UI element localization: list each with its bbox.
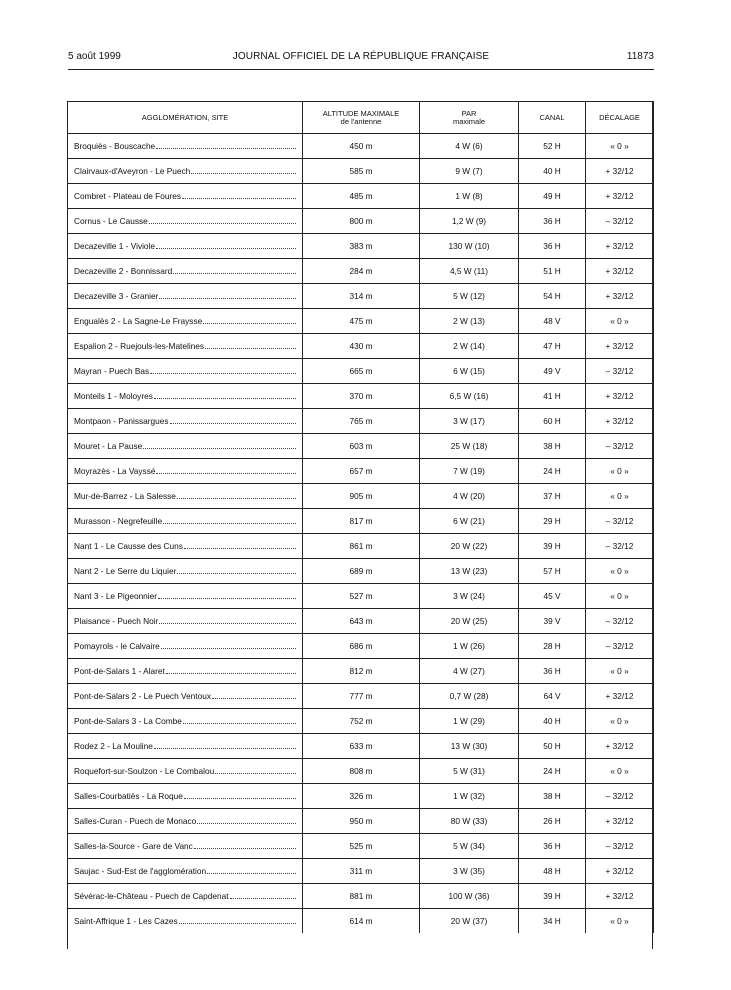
site-name: Nant 3 - Le Pigeonnier <box>74 591 158 601</box>
leader-dots <box>149 217 296 224</box>
altitude-cell: 430 m <box>303 334 420 359</box>
decalage-cell: + 32/12 <box>586 734 654 759</box>
table-row <box>68 284 654 309</box>
table-row <box>68 434 654 459</box>
site-cell <box>68 909 303 934</box>
site-name: Engualès 2 - La Sagne-Le Fraysse <box>74 316 203 326</box>
site-cell <box>68 659 303 684</box>
site-cell <box>68 134 303 159</box>
table-row <box>68 534 654 559</box>
leader-dots <box>179 917 296 924</box>
altitude-cell: 861 m <box>303 534 420 559</box>
site-cell <box>68 509 303 534</box>
site-name: Decazeville 2 - Bonnissard <box>74 266 173 276</box>
altitude-cell: 817 m <box>303 509 420 534</box>
altitude-cell: 370 m <box>303 384 420 409</box>
par-cell: 13 W (30) <box>420 734 519 759</box>
site-name: Decazeville 3 - Granier <box>74 291 159 301</box>
canal-cell: 41 H <box>519 384 586 409</box>
canal-cell: 39 H <box>519 534 586 559</box>
altitude-cell: 525 m <box>303 834 420 859</box>
site-cell <box>68 359 303 384</box>
site-cell <box>68 884 303 909</box>
table-row <box>68 509 654 534</box>
site-cell <box>68 684 303 709</box>
leader-dots <box>183 717 296 724</box>
table-row <box>68 309 654 334</box>
column-header-altitude: ALTITUDE MAXIMALE de l'antenne <box>303 102 420 134</box>
leader-dots <box>230 892 296 899</box>
table-row <box>68 584 654 609</box>
site-cell <box>68 559 303 584</box>
leader-dots <box>150 367 296 374</box>
decalage-cell: « 0 » <box>586 484 654 509</box>
altitude-cell: 633 m <box>303 734 420 759</box>
site-cell <box>68 409 303 434</box>
canal-cell: 39 V <box>519 609 586 634</box>
canal-cell: 47 H <box>519 334 586 359</box>
table-row <box>68 884 654 909</box>
canal-cell: 49 H <box>519 184 586 209</box>
altitude-cell: 383 m <box>303 234 420 259</box>
site-cell <box>68 609 303 634</box>
par-cell: 20 W (25) <box>420 609 519 634</box>
par-cell: 130 W (10) <box>420 234 519 259</box>
table-body <box>68 134 654 934</box>
site-name: Plaisance - Puech Noir <box>74 616 159 626</box>
altitude-cell: 881 m <box>303 884 420 909</box>
site-name: Nant 2 - Le Serre du Liquier <box>74 566 177 576</box>
leader-dots <box>194 842 296 849</box>
site-name: Monteils 1 - Moloyres <box>74 391 153 401</box>
canal-cell: 50 H <box>519 734 586 759</box>
sites-table <box>67 101 654 933</box>
leader-dots <box>215 767 296 774</box>
decalage-cell: « 0 » <box>586 584 654 609</box>
leader-dots <box>182 192 296 199</box>
altitude-cell: 800 m <box>303 209 420 234</box>
canal-cell: 45 V <box>519 584 586 609</box>
column-header-canal: CANAL <box>519 102 586 134</box>
table-row <box>68 159 654 184</box>
decalage-cell: + 32/12 <box>586 409 654 434</box>
altitude-cell: 808 m <box>303 759 420 784</box>
table-row <box>68 834 654 859</box>
site-cell <box>68 709 303 734</box>
decalage-cell: « 0 » <box>586 134 654 159</box>
par-cell: 4 W (27) <box>420 659 519 684</box>
leader-dots <box>156 242 296 249</box>
decalage-cell: + 32/12 <box>586 184 654 209</box>
par-cell: 6,5 W (16) <box>420 384 519 409</box>
decalage-cell: « 0 » <box>586 459 654 484</box>
altitude-cell: 752 m <box>303 709 420 734</box>
leader-dots <box>143 442 296 449</box>
site-name: Combret - Plateau de Foures <box>74 191 181 201</box>
leader-dots <box>184 792 296 799</box>
altitude-cell: 311 m <box>303 859 420 884</box>
par-cell: 4,5 W (11) <box>420 259 519 284</box>
table-row <box>68 334 654 359</box>
table-header-row <box>68 102 654 134</box>
canal-cell: 51 H <box>519 259 586 284</box>
par-cell: 2 W (14) <box>420 334 519 359</box>
canal-cell: 38 H <box>519 434 586 459</box>
par-cell: 25 W (18) <box>420 434 519 459</box>
site-name: Pont-de-Salars 3 - La Combe <box>74 716 182 726</box>
decalage-cell: – 32/12 <box>586 634 654 659</box>
par-cell: 3 W (35) <box>420 859 519 884</box>
decalage-cell: + 32/12 <box>586 884 654 909</box>
canal-cell: 34 H <box>519 909 586 934</box>
leader-dots <box>207 867 296 874</box>
par-cell: 4 W (6) <box>420 134 519 159</box>
leader-dots <box>156 467 296 474</box>
site-cell <box>68 434 303 459</box>
altitude-cell: 689 m <box>303 559 420 584</box>
site-name: Sévérac-le-Château - Puech de Capdenat <box>74 891 229 901</box>
altitude-cell: 812 m <box>303 659 420 684</box>
par-cell: 2 W (13) <box>420 309 519 334</box>
par-cell: 4 W (20) <box>420 484 519 509</box>
site-cell <box>68 284 303 309</box>
site-name: Murasson - Negrefeuille <box>74 516 163 526</box>
par-cell: 1 W (29) <box>420 709 519 734</box>
decalage-cell: + 32/12 <box>586 334 654 359</box>
altitude-cell: 475 m <box>303 309 420 334</box>
site-cell <box>68 259 303 284</box>
decalage-cell: « 0 » <box>586 909 654 934</box>
site-cell <box>68 334 303 359</box>
leader-dots <box>173 267 296 274</box>
table-row <box>68 709 654 734</box>
table-row <box>68 184 654 209</box>
altitude-cell: 585 m <box>303 159 420 184</box>
canal-cell: 48 V <box>519 309 586 334</box>
site-name: Espalion 2 - Ruejouls-les-Matelines <box>74 341 205 351</box>
altitude-cell: 765 m <box>303 409 420 434</box>
site-name: Clairvaux-d'Aveyron - Le Puech <box>74 166 191 176</box>
leader-dots <box>184 542 296 549</box>
altitude-cell: 686 m <box>303 634 420 659</box>
canal-cell: 24 H <box>519 759 586 784</box>
decalage-cell: + 32/12 <box>586 234 654 259</box>
par-cell: 1,2 W (9) <box>420 209 519 234</box>
column-header-par: PAR maximale <box>420 102 519 134</box>
table-row <box>68 234 654 259</box>
site-cell <box>68 534 303 559</box>
altitude-cell: 314 m <box>303 284 420 309</box>
par-cell: 3 W (24) <box>420 584 519 609</box>
altitude-cell: 527 m <box>303 584 420 609</box>
table-row <box>68 909 654 934</box>
canal-cell: 24 H <box>519 459 586 484</box>
par-cell: 1 W (32) <box>420 784 519 809</box>
canal-cell: 40 H <box>519 709 586 734</box>
site-name: Pont-de-Salars 1 - Alaret <box>74 666 165 676</box>
decalage-cell: + 32/12 <box>586 809 654 834</box>
decalage-cell: – 32/12 <box>586 209 654 234</box>
altitude-cell: 777 m <box>303 684 420 709</box>
leader-dots <box>205 342 296 349</box>
par-cell: 5 W (34) <box>420 834 519 859</box>
par-cell: 3 W (17) <box>420 409 519 434</box>
decalage-cell: – 32/12 <box>586 534 654 559</box>
decalage-cell: – 32/12 <box>586 359 654 384</box>
leader-dots <box>159 617 296 624</box>
site-cell <box>68 184 303 209</box>
header-rule <box>68 69 654 70</box>
decalage-cell: « 0 » <box>586 759 654 784</box>
table-row <box>68 559 654 584</box>
site-cell <box>68 159 303 184</box>
column-header-site: AGGLOMÉRATION, SITE <box>68 102 303 134</box>
canal-cell: 64 V <box>519 684 586 709</box>
leader-dots <box>161 642 296 649</box>
table-row <box>68 384 654 409</box>
site-cell <box>68 384 303 409</box>
leader-dots <box>191 167 296 174</box>
canal-cell: 60 H <box>519 409 586 434</box>
site-cell <box>68 734 303 759</box>
par-cell: 20 W (22) <box>420 534 519 559</box>
altitude-cell: 284 m <box>303 259 420 284</box>
canal-cell: 36 H <box>519 834 586 859</box>
site-cell <box>68 634 303 659</box>
site-cell <box>68 759 303 784</box>
par-cell: 0,7 W (28) <box>420 684 519 709</box>
par-cell: 80 W (33) <box>420 809 519 834</box>
table-row <box>68 784 654 809</box>
par-cell: 100 W (36) <box>420 884 519 909</box>
canal-cell: 37 H <box>519 484 586 509</box>
site-name: Mur-de-Barrez - La Salesse <box>74 491 176 501</box>
site-cell <box>68 834 303 859</box>
decalage-cell: « 0 » <box>586 559 654 584</box>
leader-dots <box>154 742 296 749</box>
site-name: Saint-Affrique 1 - Les Cazes <box>74 916 178 926</box>
leader-dots <box>197 817 296 824</box>
site-name: Salles-Courbatiès - La Roque <box>74 791 183 801</box>
canal-cell: 38 H <box>519 784 586 809</box>
altitude-cell: 326 m <box>303 784 420 809</box>
decalage-cell: + 32/12 <box>586 259 654 284</box>
par-cell: 6 W (15) <box>420 359 519 384</box>
par-cell: 6 W (21) <box>420 509 519 534</box>
canal-cell: 36 H <box>519 234 586 259</box>
decalage-cell: – 32/12 <box>586 834 654 859</box>
site-name: Cornus - Le Causse <box>74 216 148 226</box>
decalage-cell: + 32/12 <box>586 284 654 309</box>
table-row <box>68 484 654 509</box>
canal-cell: 28 H <box>519 634 586 659</box>
decalage-cell: « 0 » <box>586 709 654 734</box>
table-row <box>68 209 654 234</box>
table-row <box>68 409 654 434</box>
leader-dots <box>170 417 296 424</box>
leader-dots <box>203 317 296 324</box>
site-cell <box>68 859 303 884</box>
decalage-cell: « 0 » <box>586 659 654 684</box>
table-row <box>68 134 654 159</box>
table-row <box>68 259 654 284</box>
altitude-cell: 603 m <box>303 434 420 459</box>
altitude-cell: 657 m <box>303 459 420 484</box>
altitude-cell: 485 m <box>303 184 420 209</box>
canal-cell: 29 H <box>519 509 586 534</box>
altitude-cell: 643 m <box>303 609 420 634</box>
site-name: Salles-la-Source - Gare de Vanc <box>74 841 193 851</box>
decalage-cell: + 32/12 <box>586 384 654 409</box>
decalage-cell: + 32/12 <box>586 159 654 184</box>
site-name: Pomayrols - le Calvaire <box>74 641 160 651</box>
table-row <box>68 859 654 884</box>
table-row <box>68 459 654 484</box>
canal-cell: 36 H <box>519 659 586 684</box>
table-row <box>68 759 654 784</box>
decalage-cell: « 0 » <box>586 309 654 334</box>
decalage-cell: – 32/12 <box>586 609 654 634</box>
site-name: Decazeville 1 - Viviole <box>74 241 156 251</box>
par-cell: 9 W (7) <box>420 159 519 184</box>
page-number: 11873 <box>626 51 654 62</box>
table-row <box>68 359 654 384</box>
site-name: Pont-de-Salars 2 - Le Puech Ventoux <box>74 691 211 701</box>
leader-dots <box>159 292 296 299</box>
table-row <box>68 609 654 634</box>
site-cell <box>68 584 303 609</box>
site-cell <box>68 484 303 509</box>
canal-cell: 39 H <box>519 884 586 909</box>
leader-dots <box>154 392 296 399</box>
site-name: Salles-Curan - Puech de Monaco <box>74 816 197 826</box>
site-cell <box>68 784 303 809</box>
leader-dots <box>166 667 296 674</box>
site-cell <box>68 459 303 484</box>
table-row <box>68 659 654 684</box>
leader-dots <box>156 142 296 149</box>
site-name: Rodez 2 - La Mouline <box>74 741 153 751</box>
leader-dots <box>177 567 296 574</box>
decalage-cell: + 32/12 <box>586 684 654 709</box>
site-name: Broquiès - Bouscache <box>74 141 156 151</box>
canal-cell: 54 H <box>519 284 586 309</box>
canal-cell: 57 H <box>519 559 586 584</box>
leader-dots <box>163 517 296 524</box>
table-row <box>68 734 654 759</box>
par-cell: 1 W (8) <box>420 184 519 209</box>
altitude-cell: 450 m <box>303 134 420 159</box>
leader-dots <box>212 692 296 699</box>
decalage-cell: – 32/12 <box>586 784 654 809</box>
site-cell <box>68 234 303 259</box>
par-cell: 13 W (23) <box>420 559 519 584</box>
site-name: Mouret - La Pause <box>74 441 143 451</box>
table-row <box>68 809 654 834</box>
par-cell: 20 W (37) <box>420 909 519 934</box>
site-name: Saujac - Sud-Est de l'agglomération <box>74 866 207 876</box>
canal-cell: 48 H <box>519 859 586 884</box>
canal-cell: 40 H <box>519 159 586 184</box>
altitude-cell: 665 m <box>303 359 420 384</box>
site-name: Roquefort-sur-Soulzon - Le Combalou <box>74 766 215 776</box>
leader-dots <box>158 592 296 599</box>
decalage-cell: + 32/12 <box>586 859 654 884</box>
journal-title: JOURNAL OFFICIEL DE LA RÉPUBLIQUE FRANÇAISE <box>232 51 490 62</box>
site-cell <box>68 309 303 334</box>
decalage-cell: – 32/12 <box>586 509 654 534</box>
site-name: Moyrazès - La Vayssé <box>74 466 156 476</box>
par-cell: 5 W (12) <box>420 284 519 309</box>
canal-cell: 26 H <box>519 809 586 834</box>
altitude-cell: 905 m <box>303 484 420 509</box>
altitude-cell: 950 m <box>303 809 420 834</box>
table-row <box>68 684 654 709</box>
canal-cell: 36 H <box>519 209 586 234</box>
par-cell: 7 W (19) <box>420 459 519 484</box>
page-header <box>68 51 654 65</box>
canal-cell: 52 H <box>519 134 586 159</box>
canal-cell: 49 V <box>519 359 586 384</box>
altitude-cell: 614 m <box>303 909 420 934</box>
decalage-cell: – 32/12 <box>586 434 654 459</box>
site-cell <box>68 809 303 834</box>
site-cell <box>68 209 303 234</box>
site-name: Montpaon - Panissargues <box>74 416 169 426</box>
par-cell: 1 W (26) <box>420 634 519 659</box>
leader-dots <box>177 492 296 499</box>
publication-date: 5 août 1999 <box>68 51 121 62</box>
site-name: Nant 1 - Le Causse des Cuns <box>74 541 183 551</box>
par-cell: 5 W (31) <box>420 759 519 784</box>
column-header-decalage: DÉCALAGE <box>586 102 654 134</box>
table-row <box>68 634 654 659</box>
site-name: Mayran - Puech Bas <box>74 366 150 376</box>
